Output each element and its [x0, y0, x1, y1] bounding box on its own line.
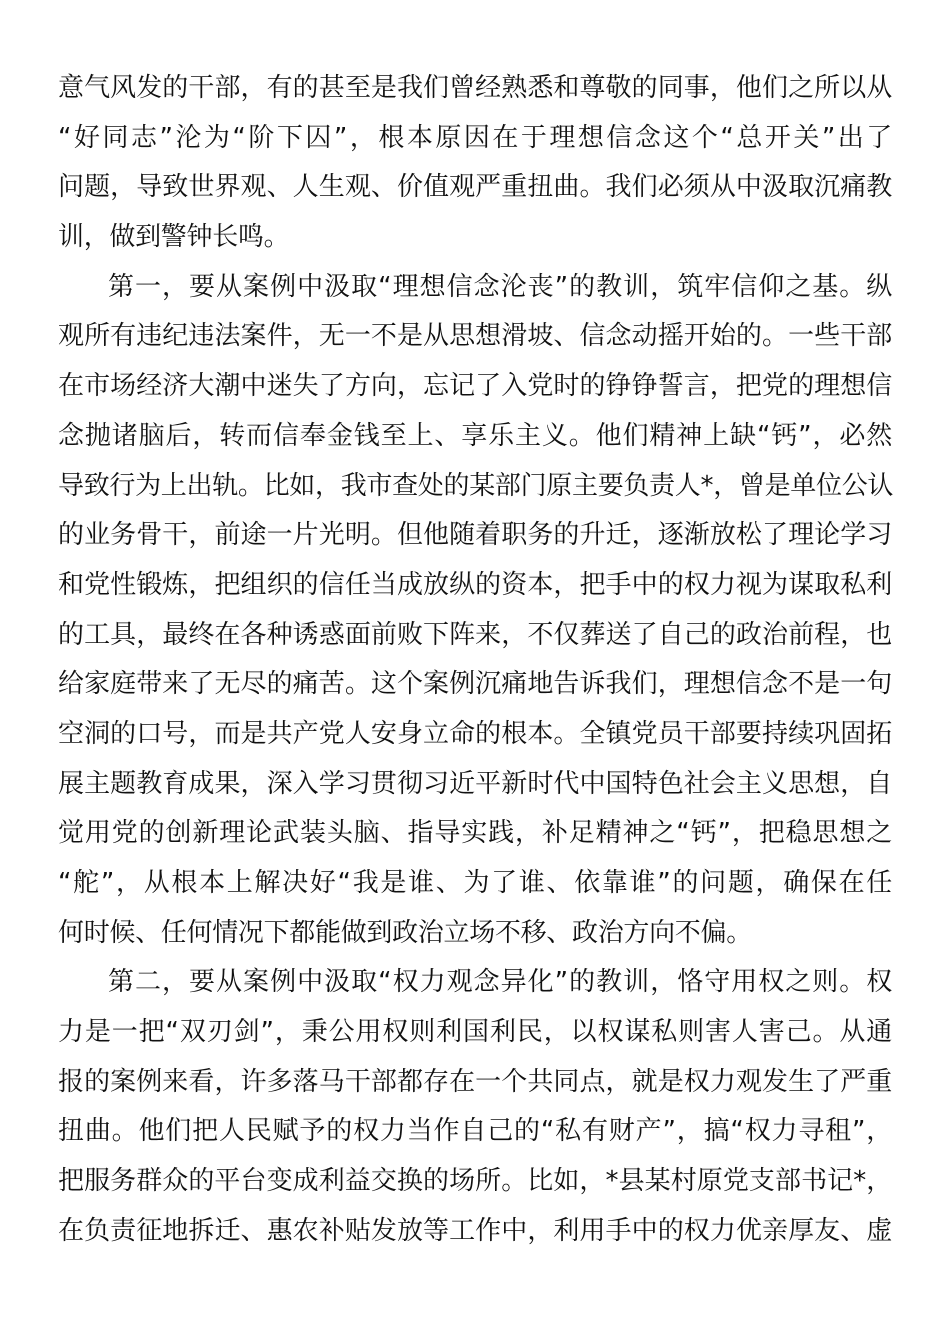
text-line: 报的案例来看，许多落马干部都存在一个共同点，就是权力观发生了严重: [58, 1066, 892, 1097]
text-line: 给家庭带来了无尽的痛苦。这个案例沉痛地告诉我们，理想信念不是一句: [58, 669, 892, 700]
paragraph-first-line: 第二，要从案例中汲取“权力观念异化”的教训，恪守用权之则。权: [108, 967, 892, 998]
paragraph-first-line: 第一，要从案例中汲取“理想信念沦丧”的教训，筑牢信仰之基。纵: [108, 271, 892, 302]
text-line: 的工具，最终在各种诱惑面前败下阵来，不仅葬送了自己的政治前程，也: [58, 619, 892, 650]
text-line: 力是一把“双刃剑”，秉公用权则利国利民，以权谋私则害人害己。从通: [58, 1017, 892, 1048]
body-text: [58, 64, 892, 1257]
text-line: 问题，导致世界观、人生观、价值观严重扭曲。我们必须从中汲取沉痛教: [58, 172, 892, 203]
text-line: 训，做到警钟长鸣。: [58, 222, 290, 253]
text-line: 和党性锻炼，把组织的信任当成放纵的资本，把手中的权力视为谋取私利: [58, 569, 892, 600]
text-line: “舵”，从根本上解决好“我是谁、为了谁、依靠谁”的问题，确保在任: [58, 868, 892, 898]
text-line: 觉用党的创新理论武装头脑、指导实践，补足精神之“钙”，把稳思想之: [58, 818, 892, 849]
text-line: 意气风发的干部，有的甚至是我们曾经熟悉和尊敬的同事，他们之所以从: [58, 73, 892, 103]
text-line: 何时候、任何情况下都能做到政治立场不移、政治方向不偏。: [58, 917, 752, 948]
text-line: 空洞的口号，而是共产党人安身立命的根本。全镇党员干部要持续巩固拓: [58, 718, 892, 749]
text-line: 在负责征地拆迁、惠农补贴发放等工作中，利用手中的权力优亲厚友、虚: [58, 1215, 892, 1246]
text-line: “好同志”沦为“阶下囚”，根本原因在于理想信念这个“总开关”出了: [58, 122, 892, 153]
text-line: 观所有违纪违法案件，无一不是从思想滑坡、信念动摇开始的。一些干部: [58, 321, 892, 352]
text-line: 的业务骨干，前途一片光明。但他随着职务的升迁，逐渐放松了理论学习: [58, 520, 892, 551]
text-line: 把服务群众的平台变成利益交换的场所。比如，*县某村原党支部书记*，: [58, 1166, 892, 1197]
text-line: 扭曲。他们把人民赋予的权力当作自己的“私有财产”，搞“权力寻租”，: [58, 1116, 892, 1147]
text-line: 展主题教育成果，深入学习贯彻习近平新时代中国特色社会主义思想，自: [58, 768, 892, 799]
text-line: 导致行为上出轨。比如，我市查处的某部门原主要负责人*，曾是单位公认: [58, 470, 894, 501]
text-line: 念抛诸脑后，转而信奉金钱至上、享乐主义。他们精神上缺“钙”，必然: [58, 420, 892, 451]
text-line: 在市场经济大潮中迷失了方向，忘记了入党时的铮铮誓言，把党的理想信: [58, 371, 892, 402]
